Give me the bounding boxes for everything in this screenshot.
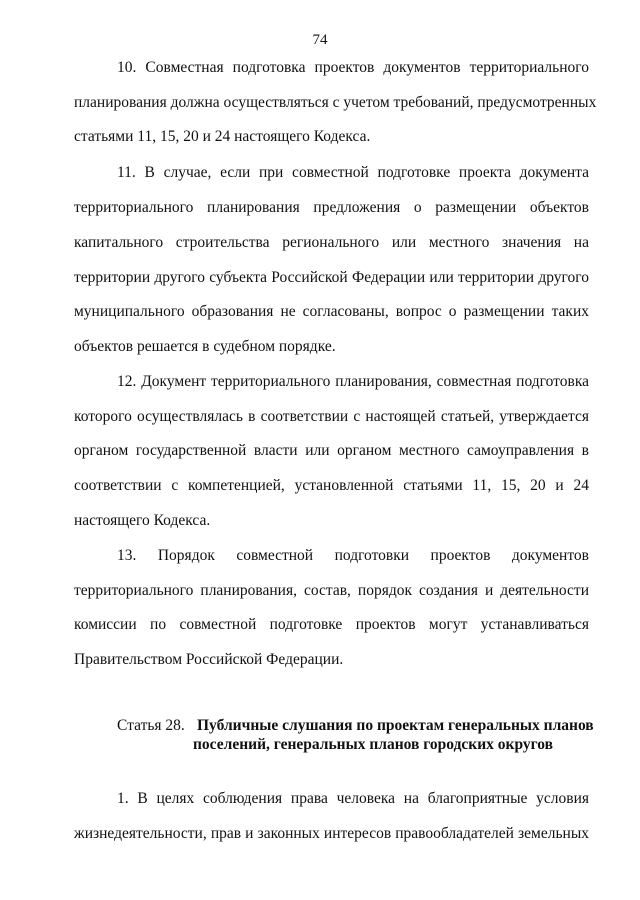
- paragraph-line: 13. Порядок совместной подготовки проектов документов: [117, 547, 589, 564]
- paragraph-line: жизнедеятельности, прав и законных интересов правообладателей земельных: [74, 825, 589, 842]
- paragraph-line: органом государственной власти или органом местного самоуправления в: [74, 442, 589, 459]
- paragraph-line: планирования должна осуществляться с учетом требований, предусмотренных: [74, 94, 597, 111]
- paragraph-line: объектов решается в судебном порядке.: [74, 338, 336, 355]
- paragraph-line: территории другого субъекта Российской Федерации или территории другого: [74, 269, 589, 286]
- paragraph-line: соответствии с компетенцией, установленной статьями 11, 15, 20 и 24: [74, 477, 589, 494]
- paragraph-line: территориального планирования предложения о размещении объектов: [74, 199, 589, 216]
- paragraph-line: территориального планирования, состав, порядок создания и деятельности: [74, 582, 589, 599]
- paragraph-line: 10. Совместная подготовка проектов документов территориального: [117, 59, 589, 76]
- paragraph-line: 1. В целях соблюдения права человека на благоприятные условия: [117, 790, 589, 807]
- paragraph-line: статьями 11, 15, 20 и 24 настоящего Кодекса.: [74, 128, 371, 145]
- paragraph-line: 12. Документ территориального планирования, совместная подготовка: [117, 373, 589, 390]
- article-title-line: поселений, генеральных планов городских округов: [193, 736, 554, 753]
- paragraph-line: Правительством Российской Федерации.: [74, 651, 344, 668]
- paragraph-line: 11. В случае, если при совместной подготовке проекта документа: [117, 164, 589, 181]
- paragraph-line: комиссии по совместной подготовке проектов могут устанавливаться: [74, 616, 589, 633]
- page-number: 74: [312, 32, 328, 48]
- paragraph-line: настоящего Кодекса.: [74, 512, 211, 529]
- paragraph-line: муниципального образования не согласованы, вопрос о размещении таких: [74, 303, 589, 320]
- paragraph-line: которого осуществлялась в соответствии с настоящей статьей, утверждается: [74, 408, 589, 425]
- paragraph-line: капитального строительства регионального или местного значения на: [74, 234, 589, 251]
- article-title-line: Публичные слушания по проектам генеральных планов: [197, 717, 594, 734]
- article-label: Статья 28.: [117, 717, 185, 734]
